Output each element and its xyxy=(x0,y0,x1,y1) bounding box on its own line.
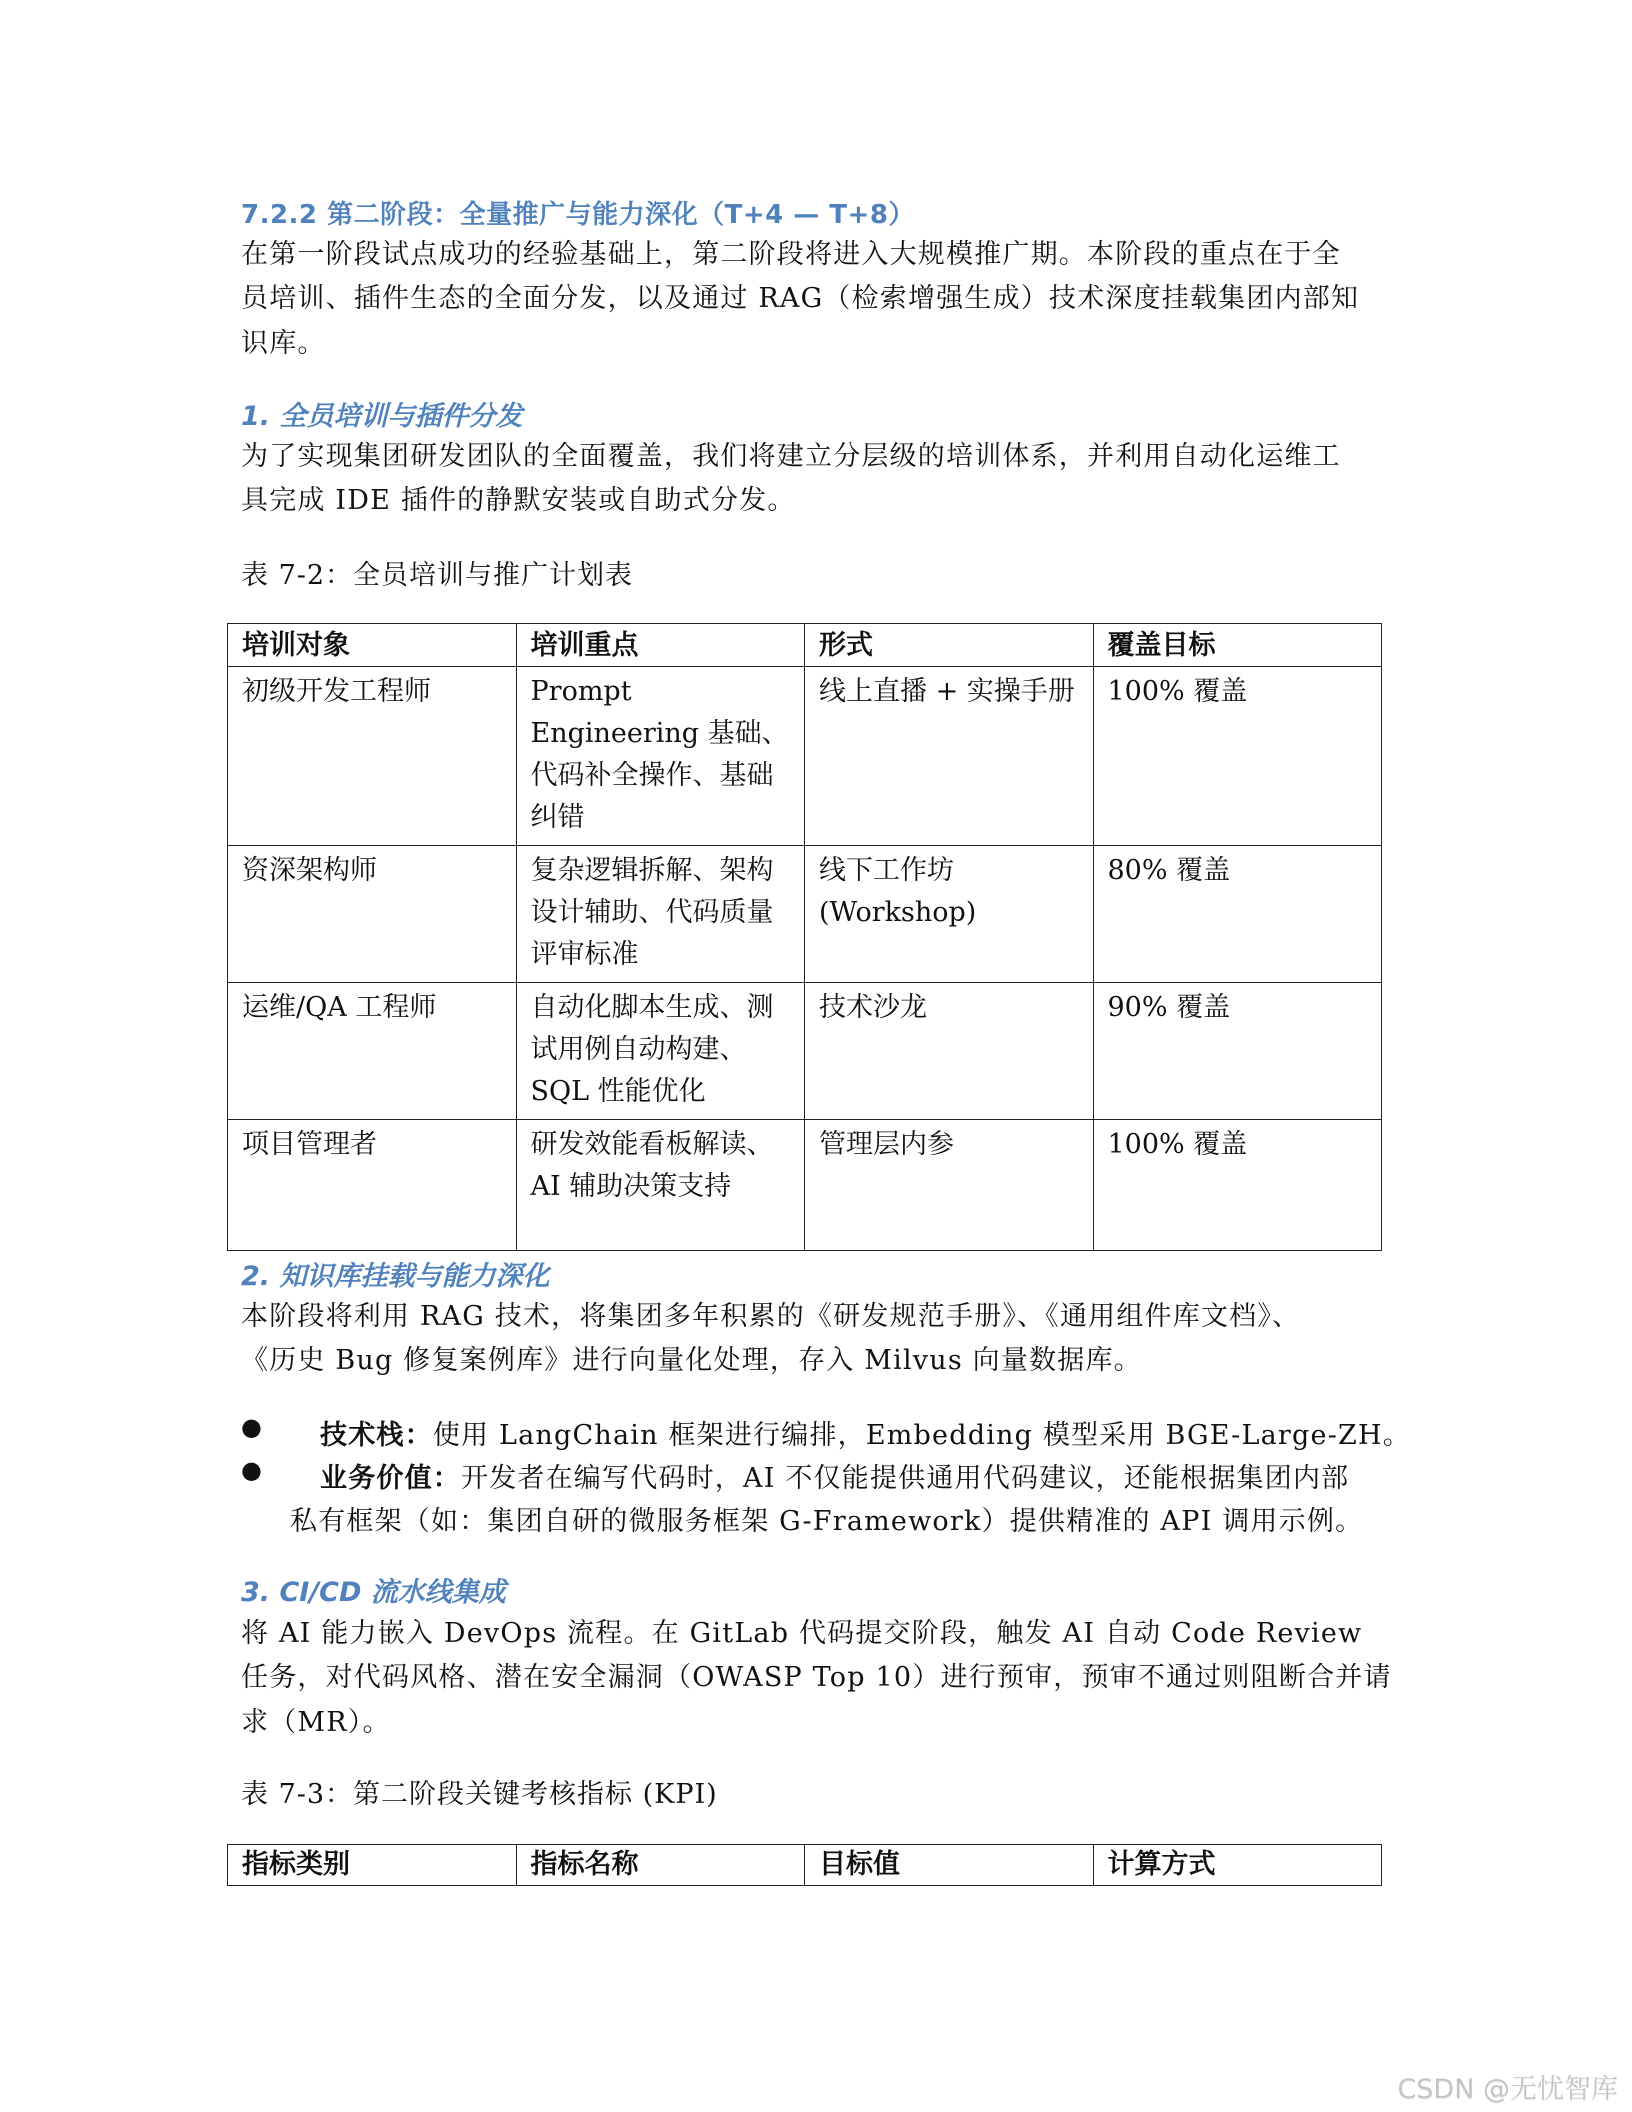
table-cell: 100% 覆盖 xyxy=(1093,667,1382,846)
bullet-icon: ● xyxy=(241,1456,264,1484)
table-row xyxy=(228,1120,1382,1251)
subheading-training: 1. 全员培训与插件分发 xyxy=(241,401,523,432)
table-row xyxy=(228,667,1382,846)
table-cell: 100% 覆盖 xyxy=(1093,1120,1382,1251)
bullet-label: 技术栈： xyxy=(320,1420,433,1451)
paragraph-line: 任务，对代码风格、潜在安全漏洞（OWASP Top 10）进行预审，预审不通过则阻断合并请 xyxy=(241,1662,1392,1694)
subheading-knowledge-base: 2. 知识库挂载与能力深化 xyxy=(241,1261,550,1292)
column-header: 指标类别 xyxy=(228,1845,517,1886)
table-caption-7-2: 表 7-2：全员培训与推广计划表 xyxy=(241,560,634,591)
paragraph-line: 求（MR）。 xyxy=(241,1706,391,1738)
table-cell: 运维/QA 工程师 xyxy=(228,983,517,1120)
training-paragraph xyxy=(241,435,1386,524)
column-header: 形式 xyxy=(805,624,1094,667)
bullet-body: 使用 LangChain 框架进行编排，Embedding 模型采用 BGE-Large-ZH。 xyxy=(432,1420,1411,1451)
bullet-item-business-value xyxy=(241,1456,1386,1496)
bullet-text xyxy=(320,1413,1411,1452)
column-header: 培训对象 xyxy=(228,624,517,667)
table-header-row xyxy=(228,624,1382,667)
kpi-table xyxy=(227,1844,1382,1886)
column-header: 覆盖目标 xyxy=(1093,624,1382,667)
table-cell: 技术沙龙 xyxy=(805,983,1094,1120)
table-cell: Prompt Engineering 基础、代码补全操作、基础纠错 xyxy=(516,667,805,846)
bullet-text xyxy=(320,1456,1349,1495)
cicd-paragraph xyxy=(241,1612,1392,1745)
table-cell: 90% 覆盖 xyxy=(1093,983,1382,1120)
training-plan-table xyxy=(227,623,1382,1251)
table-cell: 线下工作坊 (Workshop) xyxy=(805,846,1094,983)
table-cell: 管理层内参 xyxy=(805,1120,1094,1251)
knowledge-base-paragraph xyxy=(241,1295,1386,1384)
table-cell: 初级开发工程师 xyxy=(228,667,517,846)
intro-line: 识库。 xyxy=(241,327,326,359)
watermark: CSDN @无忧智库 xyxy=(1397,2074,1618,2105)
column-header: 培训重点 xyxy=(516,624,805,667)
bullet-icon: ● xyxy=(241,1413,264,1441)
paragraph-line: 为了实现集团研发团队的全面覆盖，我们将建立分层级的培训体系，并利用自动化运维工 xyxy=(241,441,1341,472)
section-intro xyxy=(241,233,1386,366)
table-cell: 资深架构师 xyxy=(228,846,517,983)
table-header-row xyxy=(228,1845,1382,1886)
column-header: 计算方式 xyxy=(1093,1845,1382,1886)
table-row xyxy=(228,983,1382,1120)
intro-line: 在第一阶段试点成功的经验基础上，第二阶段将进入大规模推广期。本阶段的重点在于全 xyxy=(241,239,1341,270)
intro-line: 员培训、插件生态的全面分发，以及通过 RAG（检索增强生成）技术深度挂载集团内部知 xyxy=(241,283,1360,315)
paragraph-line: 本阶段将利用 RAG 技术，将集团多年积累的《研发规范手册》、《通用组件库文档》、 xyxy=(241,1301,1301,1332)
table-caption-7-3: 表 7-3：第二阶段关键考核指标 (KPI) xyxy=(241,1779,718,1810)
section-heading: 7.2.2 第二阶段：全量推广与能力深化（T+4 — T+8） xyxy=(241,200,915,230)
table-cell: 自动化脚本生成、测试用例自动构建、SQL 性能优化 xyxy=(516,983,805,1120)
column-header: 目标值 xyxy=(805,1845,1094,1886)
paragraph-line: 具完成 IDE 插件的静默安装或自助式分发。 xyxy=(241,485,796,517)
bullet-label: 业务价值： xyxy=(320,1463,461,1494)
subheading-cicd: 3. CI/CD 流水线集成 xyxy=(241,1577,506,1608)
paragraph-line: 将 AI 能力嵌入 DevOps 流程。在 GitLab 代码提交阶段，触发 AI 自动 Code Review xyxy=(241,1618,1363,1649)
table-cell: 线上直播 + 实操手册 xyxy=(805,667,1094,846)
table-cell: 研发效能看板解读、AI 辅助决策支持 xyxy=(516,1120,805,1251)
paragraph-line: 《历史 Bug 修复案例库》进行向量化处理，存入 Milvus 向量数据库。 xyxy=(241,1345,1142,1377)
table-cell: 复杂逻辑拆解、架构设计辅助、代码质量评审标准 xyxy=(516,846,805,983)
table-cell: 项目管理者 xyxy=(228,1120,517,1251)
bullet-body: 开发者在编写代码时，AI 不仅能提供通用代码建议，还能根据集团内部 xyxy=(461,1463,1350,1494)
table-row xyxy=(228,846,1382,983)
column-header: 指标名称 xyxy=(516,1845,805,1886)
bullet-item-tech-stack xyxy=(241,1413,1411,1453)
bullet-continuation: 私有框架（如：集团自研的微服务框架 G-Framework）提供精准的 API 调用示例。 xyxy=(290,1506,1364,1537)
table-cell: 80% 覆盖 xyxy=(1093,846,1382,983)
